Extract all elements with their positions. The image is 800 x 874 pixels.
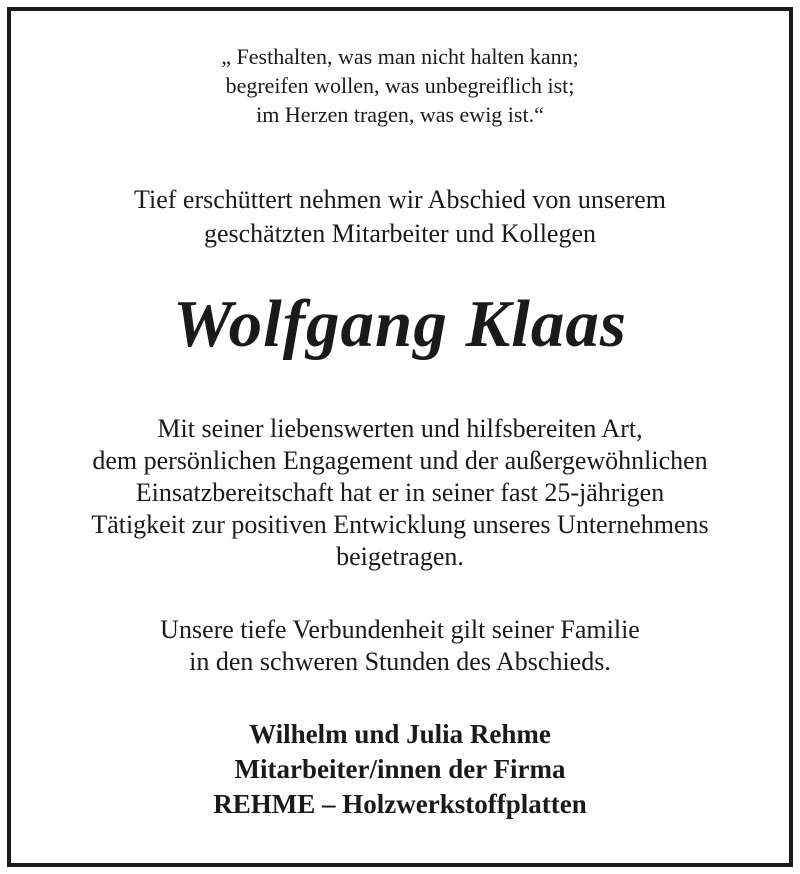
- farewell-intro: [0, 183, 800, 251]
- signature-line: Wilhelm und Julia Rehme: [249, 719, 551, 749]
- tribute-line: beigetragen.: [336, 542, 464, 571]
- intro-line: Tief erschüttert nehmen wir Abschied von unserem: [134, 185, 666, 214]
- quote-line: im Herzen tragen, was ewig ist.“: [256, 102, 544, 127]
- deceased-name: Wolfgang Klaas: [173, 287, 627, 361]
- tribute-line: Einsatzbereitschaft hat er in seiner fast 25-jährigen: [135, 478, 665, 507]
- memorial-quote: [0, 42, 800, 129]
- condolence-line: Unsere tiefe Verbundenheit gilt seiner Familie: [160, 615, 640, 644]
- signature-line: Mitarbeiter/innen der Firma: [234, 754, 566, 784]
- tribute-line: Tätigkeit zur positiven Entwicklung unseres Unternehmens: [91, 510, 709, 539]
- signature-block: [0, 717, 800, 822]
- signature-line: REHME – Holzwerkstoffplatten: [213, 789, 587, 819]
- intro-line: geschätzten Mitarbeiter und Kollegen: [203, 219, 597, 248]
- tribute-line: Mit seiner liebenswerten und hilfsbereiten Art,: [157, 414, 643, 443]
- quote-line: begreifen wollen, was unbegreiflich ist;: [225, 73, 575, 98]
- tribute-line: dem persönlichen Engagement und der außergewöhnlichen: [92, 446, 708, 475]
- tribute-text: [0, 413, 800, 573]
- condolence-line: in den schweren Stunden des Abschieds.: [189, 647, 611, 676]
- condolence-text: [0, 614, 800, 678]
- quote-line: „ Festhalten, was man nicht halten kann;: [221, 44, 579, 69]
